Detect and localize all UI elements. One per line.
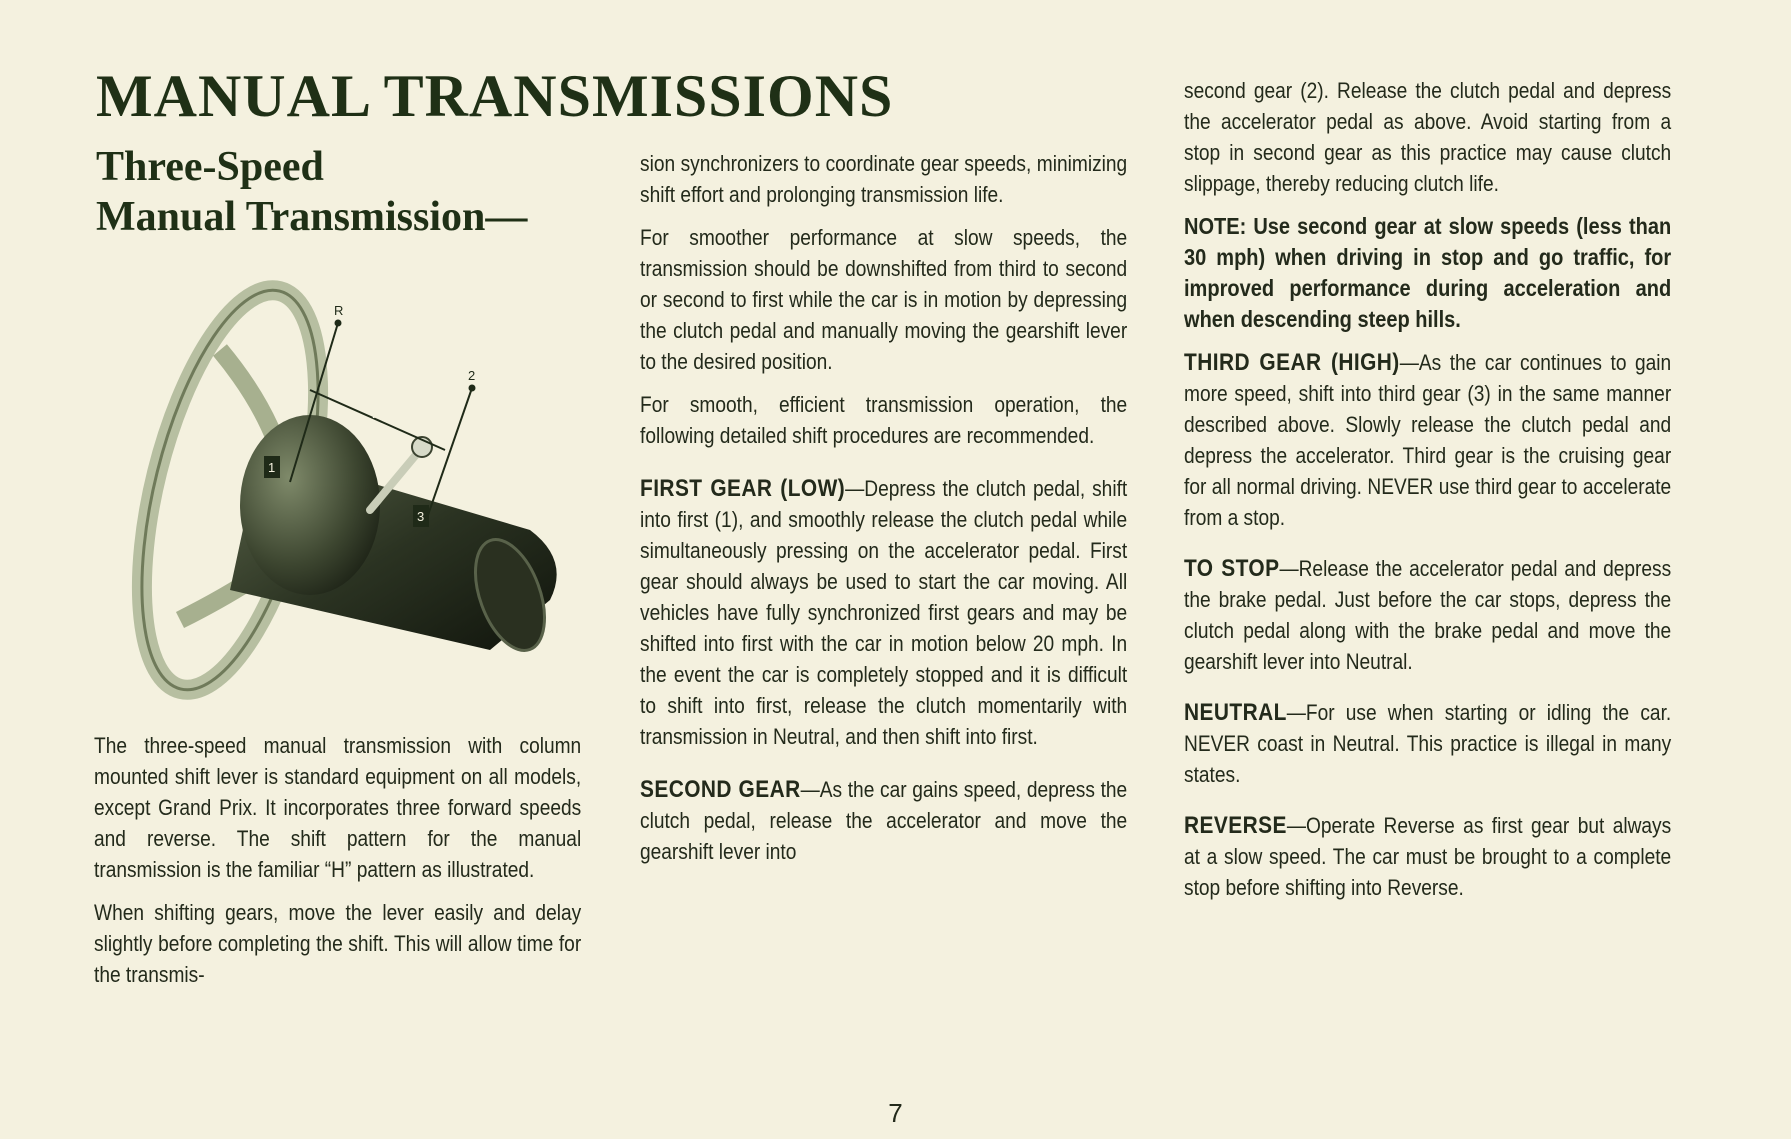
gear-label-3: 3 [417, 509, 425, 524]
second-gear-continued: second gear (2). Release the clutch pedal and depress the accelerator pedal as above. Avoid starting from a stop in second gear as this practice may cause clutch slippage, thereby reducing clutch life. [1184, 78, 1672, 196]
steering-column-shift-illustration [110, 260, 590, 700]
subtitle-line-2: Manual Transmission— [96, 194, 528, 240]
gear-label-1: 1 [268, 460, 276, 475]
note-paragraph: NOTE: Use second gear at slow speeds (less than 30 mph) when driving in stop and go traffic, for improved performance during acceleration and when descending steep hills. [1184, 213, 1672, 332]
neutral-text: —For use when starting or idling the car. NEVER coast in Neutral. This practice is illegal in many states. [1184, 700, 1672, 787]
column-2 [640, 148, 1127, 879]
subtitle-line-1: Three-Speed [96, 144, 324, 190]
third-gear-heading: THIRD GEAR (HIGH) [1184, 349, 1400, 376]
synchronizer-paragraph: sion synchronizers to coordinate gear speeds, minimizing shift effort and prolonging transmission life. [640, 151, 1128, 207]
reverse-heading: REVERSE [1184, 812, 1287, 839]
column-3 [1184, 75, 1671, 915]
first-gear-section [640, 473, 1127, 752]
page-title: MANUAL TRANSMISSIONS [96, 63, 894, 129]
neutral-heading: NEUTRAL [1184, 699, 1287, 726]
shifting-paragraph: When shifting gears, move the lever easily and delay slightly before completing the shift. This will allow time for the transmis- [94, 900, 582, 987]
to-stop-text: —Release the accelerator pedal and depress the brake pedal. Just before the car stops, depress the clutch pedal along with the brake pedal and move the gearshift lever into Neutral. [1184, 556, 1672, 674]
first-gear-heading: FIRST GEAR (LOW) [640, 475, 846, 502]
third-gear-section [1184, 347, 1671, 533]
second-gear-section [640, 774, 1127, 867]
gear-label-2: 2 [468, 368, 476, 383]
second-gear-text: —As the car gains speed, depress the clutch pedal, release the accelerator and move the gearshift lever into [640, 777, 1128, 864]
intro-paragraph: The three-speed manual transmission with column mounted shift lever is standard equipment on all models, except Grand Prix. It incorporates three forward speeds and reverse. The shift pattern for the manual transmission is the familiar “H” pattern as illustrated. [94, 733, 582, 882]
gear-label-n: N [372, 406, 382, 421]
to-stop-section [1184, 553, 1671, 677]
page-number: 7 [888, 1098, 903, 1128]
reverse-text: —Operate Reverse as first gear but always at a slow speed. The car must be brought to a complete stop before shifting into Reverse. [1184, 813, 1672, 900]
third-gear-text: —As the car continues to gain more speed, shift into third gear (3) in the same manner described above. Slowly release the clutch pedal and depress the accelerator. Third gear is the cruising gear for all normal driving. NEVER use third gear to accelerate from a stop. [1184, 350, 1672, 530]
first-gear-text: —Depress the clutch pedal, shift into first (1), and smoothly release the clutch pedal while simultaneously pressing on the accelerator pedal. First gear should always be used to start the car moving. All vehicles have fully synchronized first gears and may be shifted into first with the car in motion below 20 mph. In the event the car is completely stopped and it is difficult to shift into first, release the clutch momentarily with transmission in Neutral, and then shift into first. [640, 476, 1128, 749]
downshift-paragraph: For smoother performance at slow speeds, the transmission should be downshifted from third to second or second to first while the car is in motion by depressing the clutch pedal and manually moving the gearshift lever to the desired position. [640, 225, 1128, 374]
column-1 [94, 730, 581, 1002]
gear-label-r: R [334, 303, 344, 318]
neutral-section [1184, 697, 1671, 790]
procedures-paragraph: For smooth, efficient transmission operation, the following detailed shift procedures are recommended. [640, 392, 1128, 448]
steering-hub [240, 415, 380, 595]
section-subtitle [96, 142, 616, 242]
reverse-section [1184, 810, 1671, 903]
second-gear-heading: SECOND GEAR [640, 776, 801, 803]
to-stop-heading: TO STOP [1184, 555, 1280, 582]
